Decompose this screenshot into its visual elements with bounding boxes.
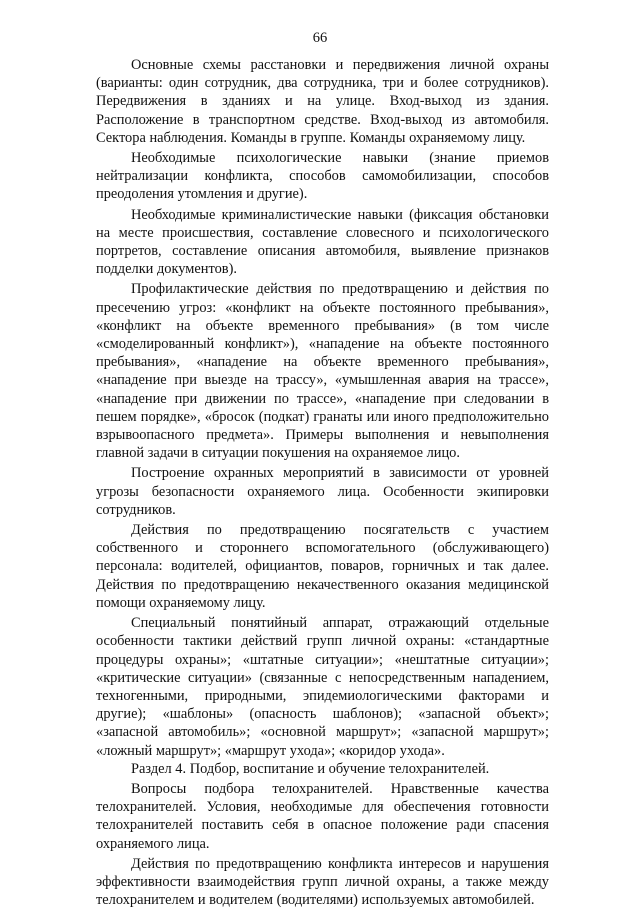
- paragraph-guard-schemes: Основные схемы расстановки и передвижения личной охраны (варианты: один сотрудник, два сотрудника, три и более сотрудников). Передвижения в зданиях и на улице. Вход-выход из здания. Расположение в транспортном средстве. Вход-выход из автомобиля. Сектора наблюдения. Команды в группе. Команды охраняемому лицу.: [96, 57, 549, 146]
- paragraph-threat-prevention: Профилактические действия по предотвращению и действия по пресечению угроз: «конфликт на объекте постоянного пребывания», «конфликт на объекте временного пребывания» (в том числе «смоделированный конфликт»), «нападение на объекте постоянного пребывания», «нападение на объекте временного пребывания», «нападение при выезде на трассу», «умышленная авария на трассе», «нападение при движении по трассе», «нападение при следовании в пешем порядке», «бросок (подкат) гранаты или иного предположительно взрывоопасного предмета». Примеры выполнения и невыполнения главной задачи в ситуации покушения на охраняемое лицо.: [96, 281, 549, 462]
- page-content: [96, 56, 549, 909]
- paragraph-threat-levels: Построение охранных мероприятий в зависимости от уровней угрозы безопасности охраняемого лица. Особенности экипировки сотрудников.: [96, 465, 549, 518]
- section-heading: Раздел 4. Подбор, воспитание и обучение телохранителей.: [131, 760, 490, 777]
- paragraph-bodyguard-selection: Вопросы подбора телохранителей. Нравственные качества телохранителей. Условия, необходимые для обеспечения готовности телохранителей поставить себя в опасное положение ради спасения охраняемого лица.: [96, 780, 549, 852]
- paragraph-staff-actions: Действия по предотвращению посягательств с участием собственного и стороннего вспомогательного (обслуживающего) персонала: водителей, официантов, поваров, горничных и так далее. Действия по предотвращению некачественного оказания медицинской помощи охраняемому лицу.: [96, 522, 549, 611]
- paragraph-forensic-skills: Необходимые криминалистические навыки (фиксация обстановки на месте происшествия, составление словесного и психологического портретов, составление описания автомобиля, выявление признаков подделки документов).: [96, 206, 549, 278]
- page-number: 66: [312, 30, 328, 46]
- paragraph-psychological-skills: Необходимые психологические навыки (знание приемов нейтрализации конфликта, способов самомобилизации, способов преодоления утомления и другие).: [96, 150, 549, 203]
- paragraph-conflict-of-interest: Действия по предотвращению конфликта интересов и нарушения эффективности взаимодействия групп личной охраны, а также между телохранителем и водителем (водителями) используемых автомобилей.: [96, 855, 549, 909]
- paragraph-special-terms: Специальный понятийный аппарат, отражающий отдельные особенности тактики действий групп личной охраны: «стандартные процедуры охраны»; «штатные ситуации»; «нештатные ситуации»; «критические ситуации» (связанные с непосредственным нападением, техногенными, природными, эпидемиологическими факторами и другие); «шаблоны» (опасность шаблонов); «запасной объект»; «запасной автомобиль»; «основной маршрут»; «запасной маршрут»; «ложный маршрут»; «маршрут ухода»; «коридор ухода».: [96, 615, 549, 759]
